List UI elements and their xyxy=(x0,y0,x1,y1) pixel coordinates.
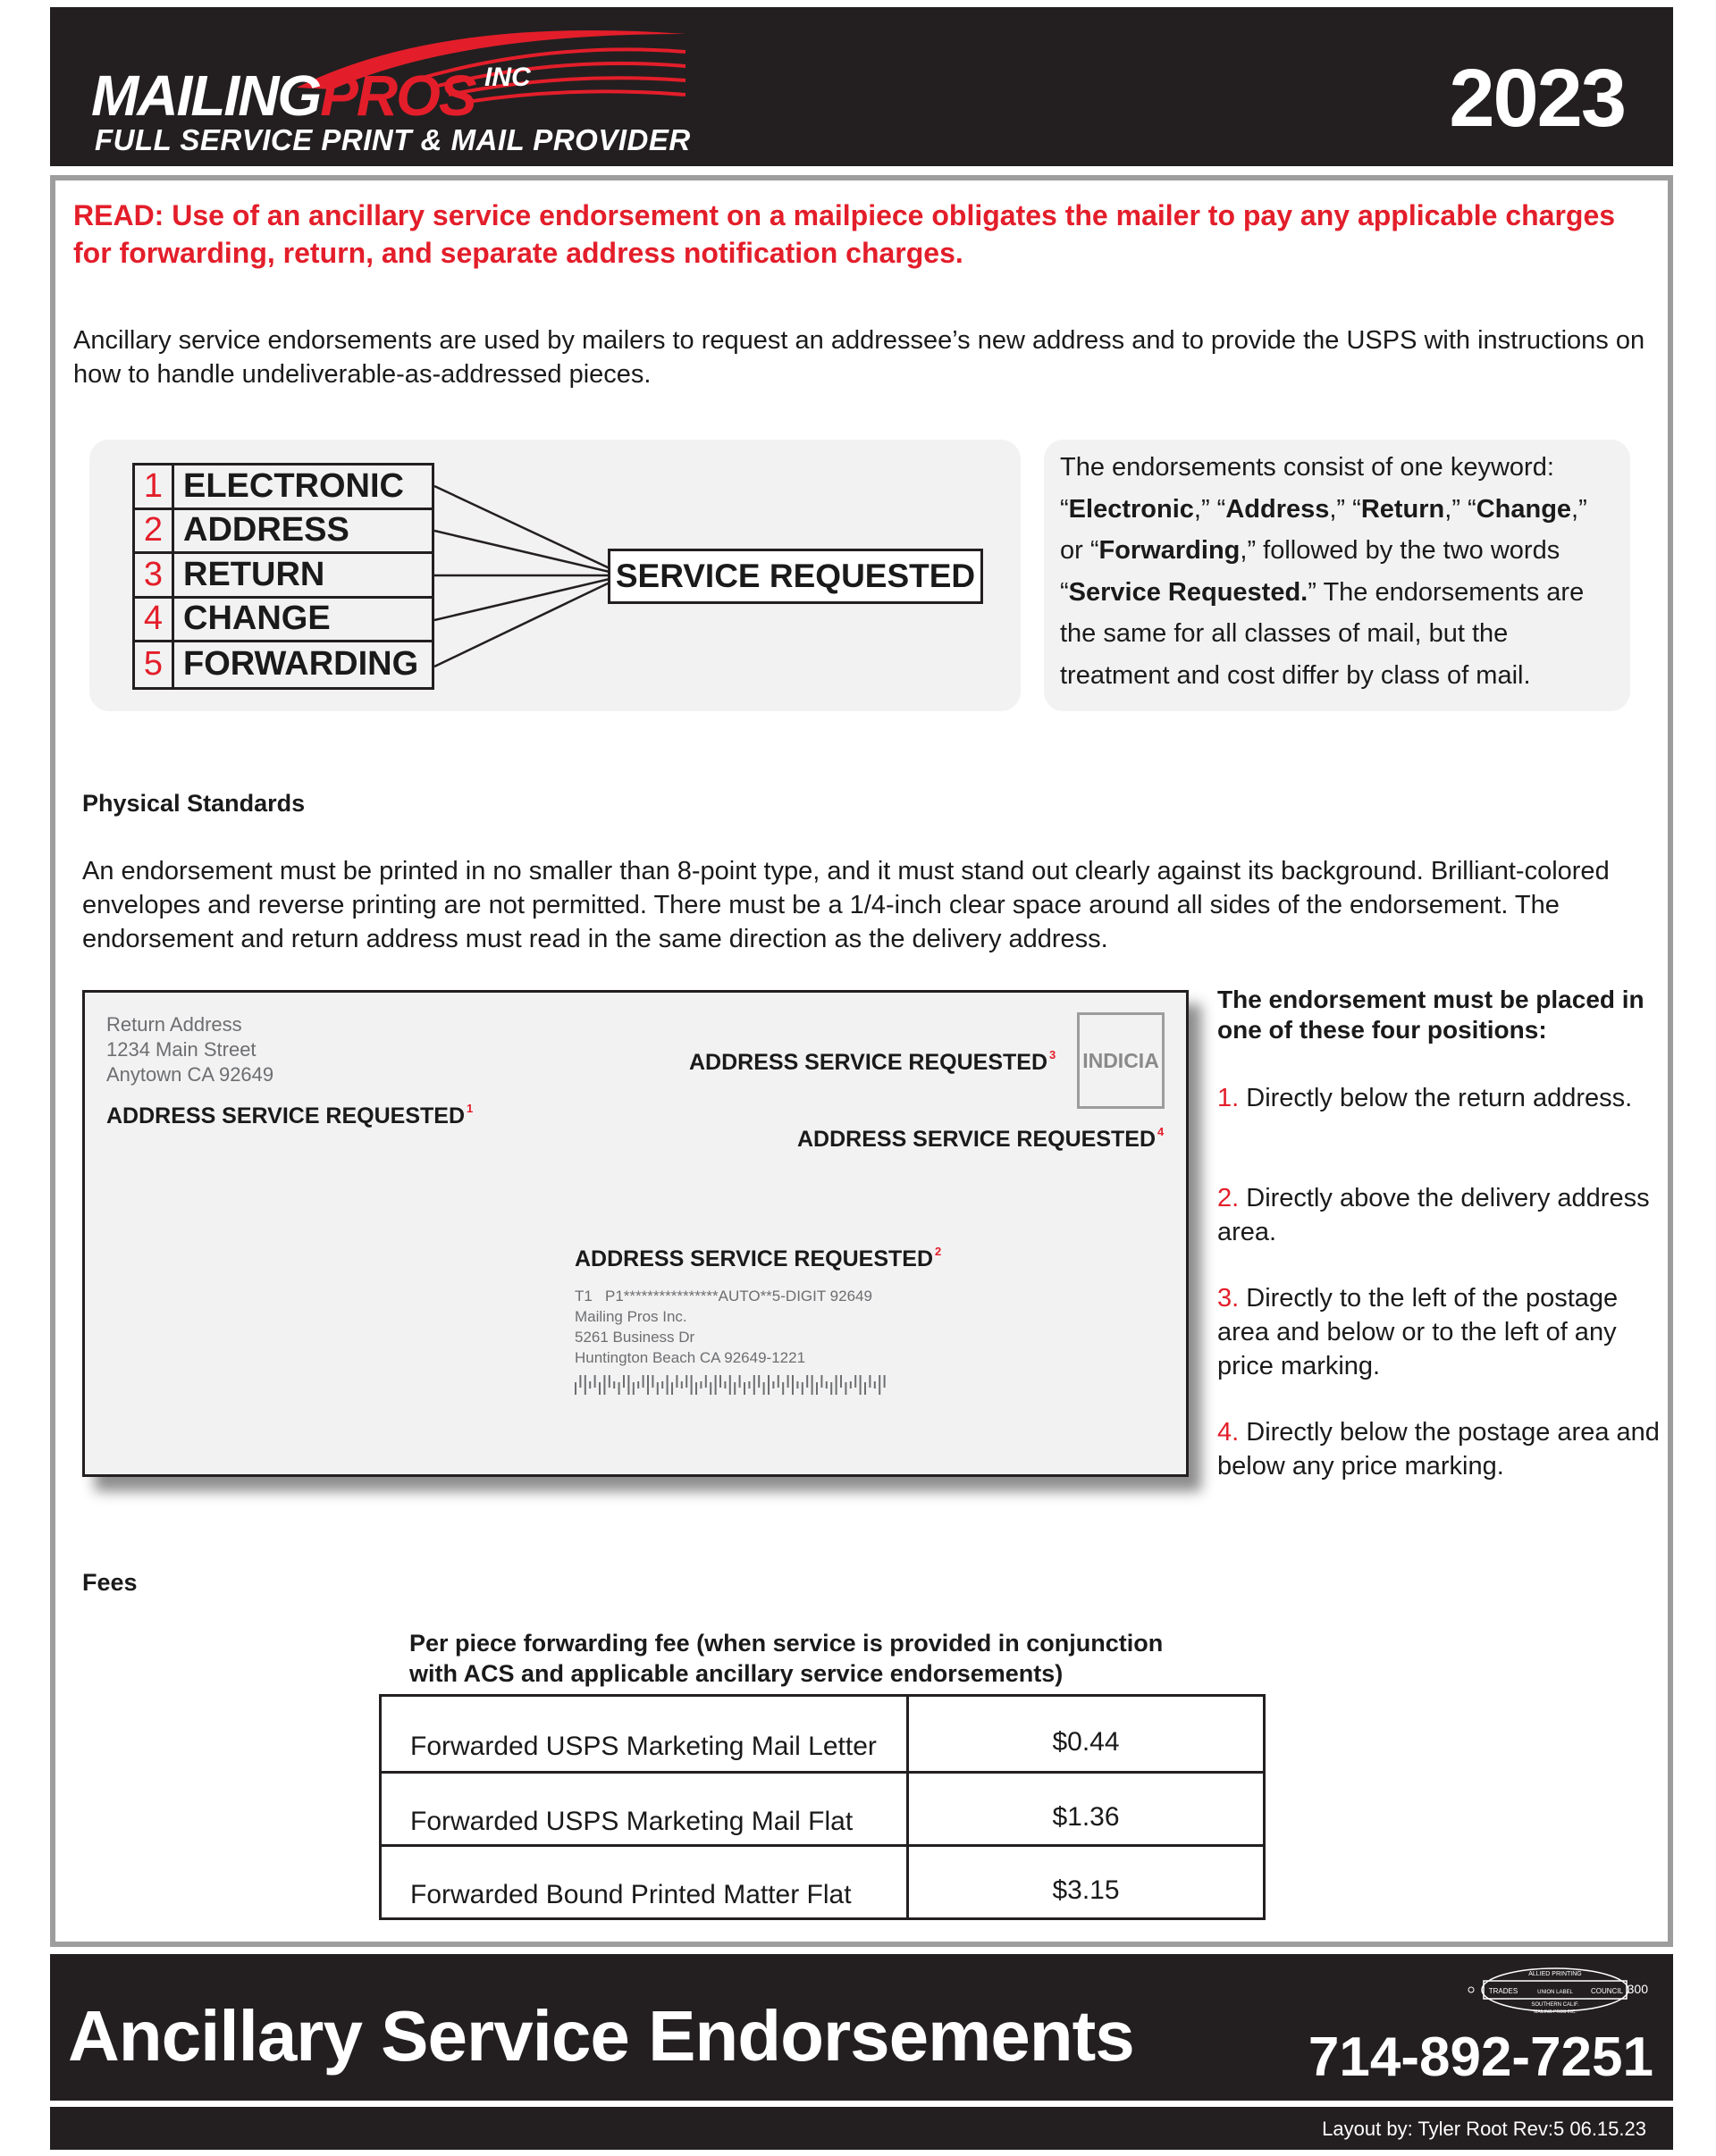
keyword-number: 1 xyxy=(135,466,174,508)
position-item: 2. Directly above the delivery address area. xyxy=(1217,1184,1650,1246)
positions-title: The endorsement must be placed in one of these four positions: xyxy=(1217,986,1644,1044)
footer-banner xyxy=(50,1954,1673,2101)
fee-amount: $0.44 xyxy=(908,1696,1265,1773)
svg-text:UNION LABEL: UNION LABEL xyxy=(1537,1990,1573,1995)
table-row xyxy=(381,1773,1265,1846)
indicia-box: INDICIA xyxy=(1077,1012,1165,1109)
svg-text:MAILING PROS INC.: MAILING PROS INC. xyxy=(1534,2009,1577,2015)
service-requested-box: SERVICE REQUESTED xyxy=(608,549,983,604)
svg-text:300: 300 xyxy=(1627,1982,1648,1996)
fee-label: Forwarded USPS Marketing Mail Letter xyxy=(381,1696,908,1773)
mailing-pros-logo xyxy=(91,25,691,159)
fees-heading: Fees xyxy=(82,1569,138,1596)
phone-number: 714-892-7251 xyxy=(1308,2026,1653,2088)
notice-text: READ: Use of an ancillary service endorsement on a mailpiece obligates the mailer to pay any applicable charges for forwarding, return, and separate address notification charges. xyxy=(73,199,1616,269)
year-label: 2023 xyxy=(1449,53,1625,144)
keyword-row xyxy=(135,510,432,555)
keyword-number: 3 xyxy=(135,554,174,596)
return-address: Return Address 1234 Main Street Anytown CA 92649 xyxy=(106,1013,274,1086)
intro-text: Ancillary service endorsements are used by mailers to request an addressee’s new address and to provide the USPS with instructions on how to handle undeliverable-as-addressed pieces. xyxy=(73,326,1645,389)
keyword-number: 5 xyxy=(135,642,174,687)
svg-text:ALLIED PRINTING: ALLIED PRINTING xyxy=(1528,1971,1582,1977)
keyword-row xyxy=(135,466,432,510)
position-item: 3. Directly to the left of the postage area and below or to the left of any price marking. xyxy=(1217,1284,1619,1380)
endorsement-position-2: ADDRESS SERVICE REQUESTED $^2$ xyxy=(575,1245,942,1271)
endorsement-position-3: ADDRESS SERVICE REQUESTED $^3$ xyxy=(689,1048,1056,1075)
endorsement-position-4: ADDRESS SERVICE REQUESTED $^4$ xyxy=(797,1125,1165,1152)
keyword-row xyxy=(135,642,432,687)
footer-credit-bar xyxy=(50,2107,1673,2150)
layout-credit: Layout by: Tyler Root Rev:5 06.15.23 xyxy=(1322,2118,1646,2140)
endorsement-description: The endorsements consist of one keyword: “Electronic,” “Address,” “Return,” “Change,” or “Forwarding,” followed by the two words “Service Requested.” The endorsements are the same for all classes of mail, but the treatment and cost differ by class of mail. xyxy=(1044,440,1630,711)
logo-wordmark: MAILINGPROS xyxy=(91,63,475,128)
keyword-row xyxy=(135,554,432,599)
fees-caption: Per piece forwarding fee (when service is provided in conjunction with ACS and applicable ancillary service endorsements) xyxy=(409,1630,1164,1687)
fee-label: Forwarded Bound Printed Matter Flat xyxy=(381,1846,908,1919)
table-row xyxy=(381,1696,1265,1773)
endorsement-position-1: ADDRESS SERVICE REQUESTED $^1$ xyxy=(106,1102,474,1128)
table-row xyxy=(381,1846,1265,1919)
sample-envelope xyxy=(82,990,1189,1477)
svg-text:COUNCIL: COUNCIL xyxy=(1590,1987,1624,1995)
fee-amount: $1.36 xyxy=(908,1773,1265,1846)
logo-tagline: FULL SERVICE PRINT & MAIL PROVIDER xyxy=(95,123,691,156)
keyword-label: CHANGE xyxy=(183,600,331,638)
connector-lines xyxy=(434,463,610,691)
position-item: 4. Directly below the postage area and below any price marking. xyxy=(1217,1418,1660,1481)
keyword-row xyxy=(135,599,432,643)
keyword-table xyxy=(132,463,434,690)
keyword-label: ADDRESS xyxy=(183,511,349,549)
position-item: 1. Directly below the return address. xyxy=(1217,1084,1633,1112)
keyword-number: 2 xyxy=(135,510,174,552)
union-label-icon xyxy=(1466,1965,1653,2015)
physical-standards-heading: Physical Standards xyxy=(82,790,306,817)
svg-text:TRADES: TRADES xyxy=(1488,1987,1518,1995)
fees-table xyxy=(379,1694,1266,1920)
delivery-address: T1 P1****************AUTO**5-DIGIT 92649 Mailing Pros Inc. 5261 Business Dr Huntington Beach CA 92649-1221 xyxy=(575,1288,872,1366)
fee-amount: $3.15 xyxy=(908,1846,1265,1919)
page-title: Ancillary Service Endorsements xyxy=(68,1996,1134,2076)
keyword-label: FORWARDING xyxy=(183,645,419,684)
barcode-icon xyxy=(575,1375,892,1395)
header-banner xyxy=(50,7,1673,166)
logo-inc: INC xyxy=(484,63,531,92)
keyword-label: ELECTRONIC xyxy=(183,466,404,505)
fee-label: Forwarded USPS Marketing Mail Flat xyxy=(381,1773,908,1846)
physical-standards-text: An endorsement must be printed in no smaller than 8-point type, and it must stand out clearly against its background. Brilliant-colored envelopes and reverse printing are not permitted. There must be a 1/4-inch clear space around all sides of the endorsement. The endorsement and return address must read in the same direction as the delivery address. xyxy=(82,857,1610,953)
keyword-number: 4 xyxy=(135,599,174,641)
keyword-label: RETURN xyxy=(183,555,325,593)
svg-text:SOUTHERN CALIF.: SOUTHERN CALIF. xyxy=(1531,2002,1579,2008)
